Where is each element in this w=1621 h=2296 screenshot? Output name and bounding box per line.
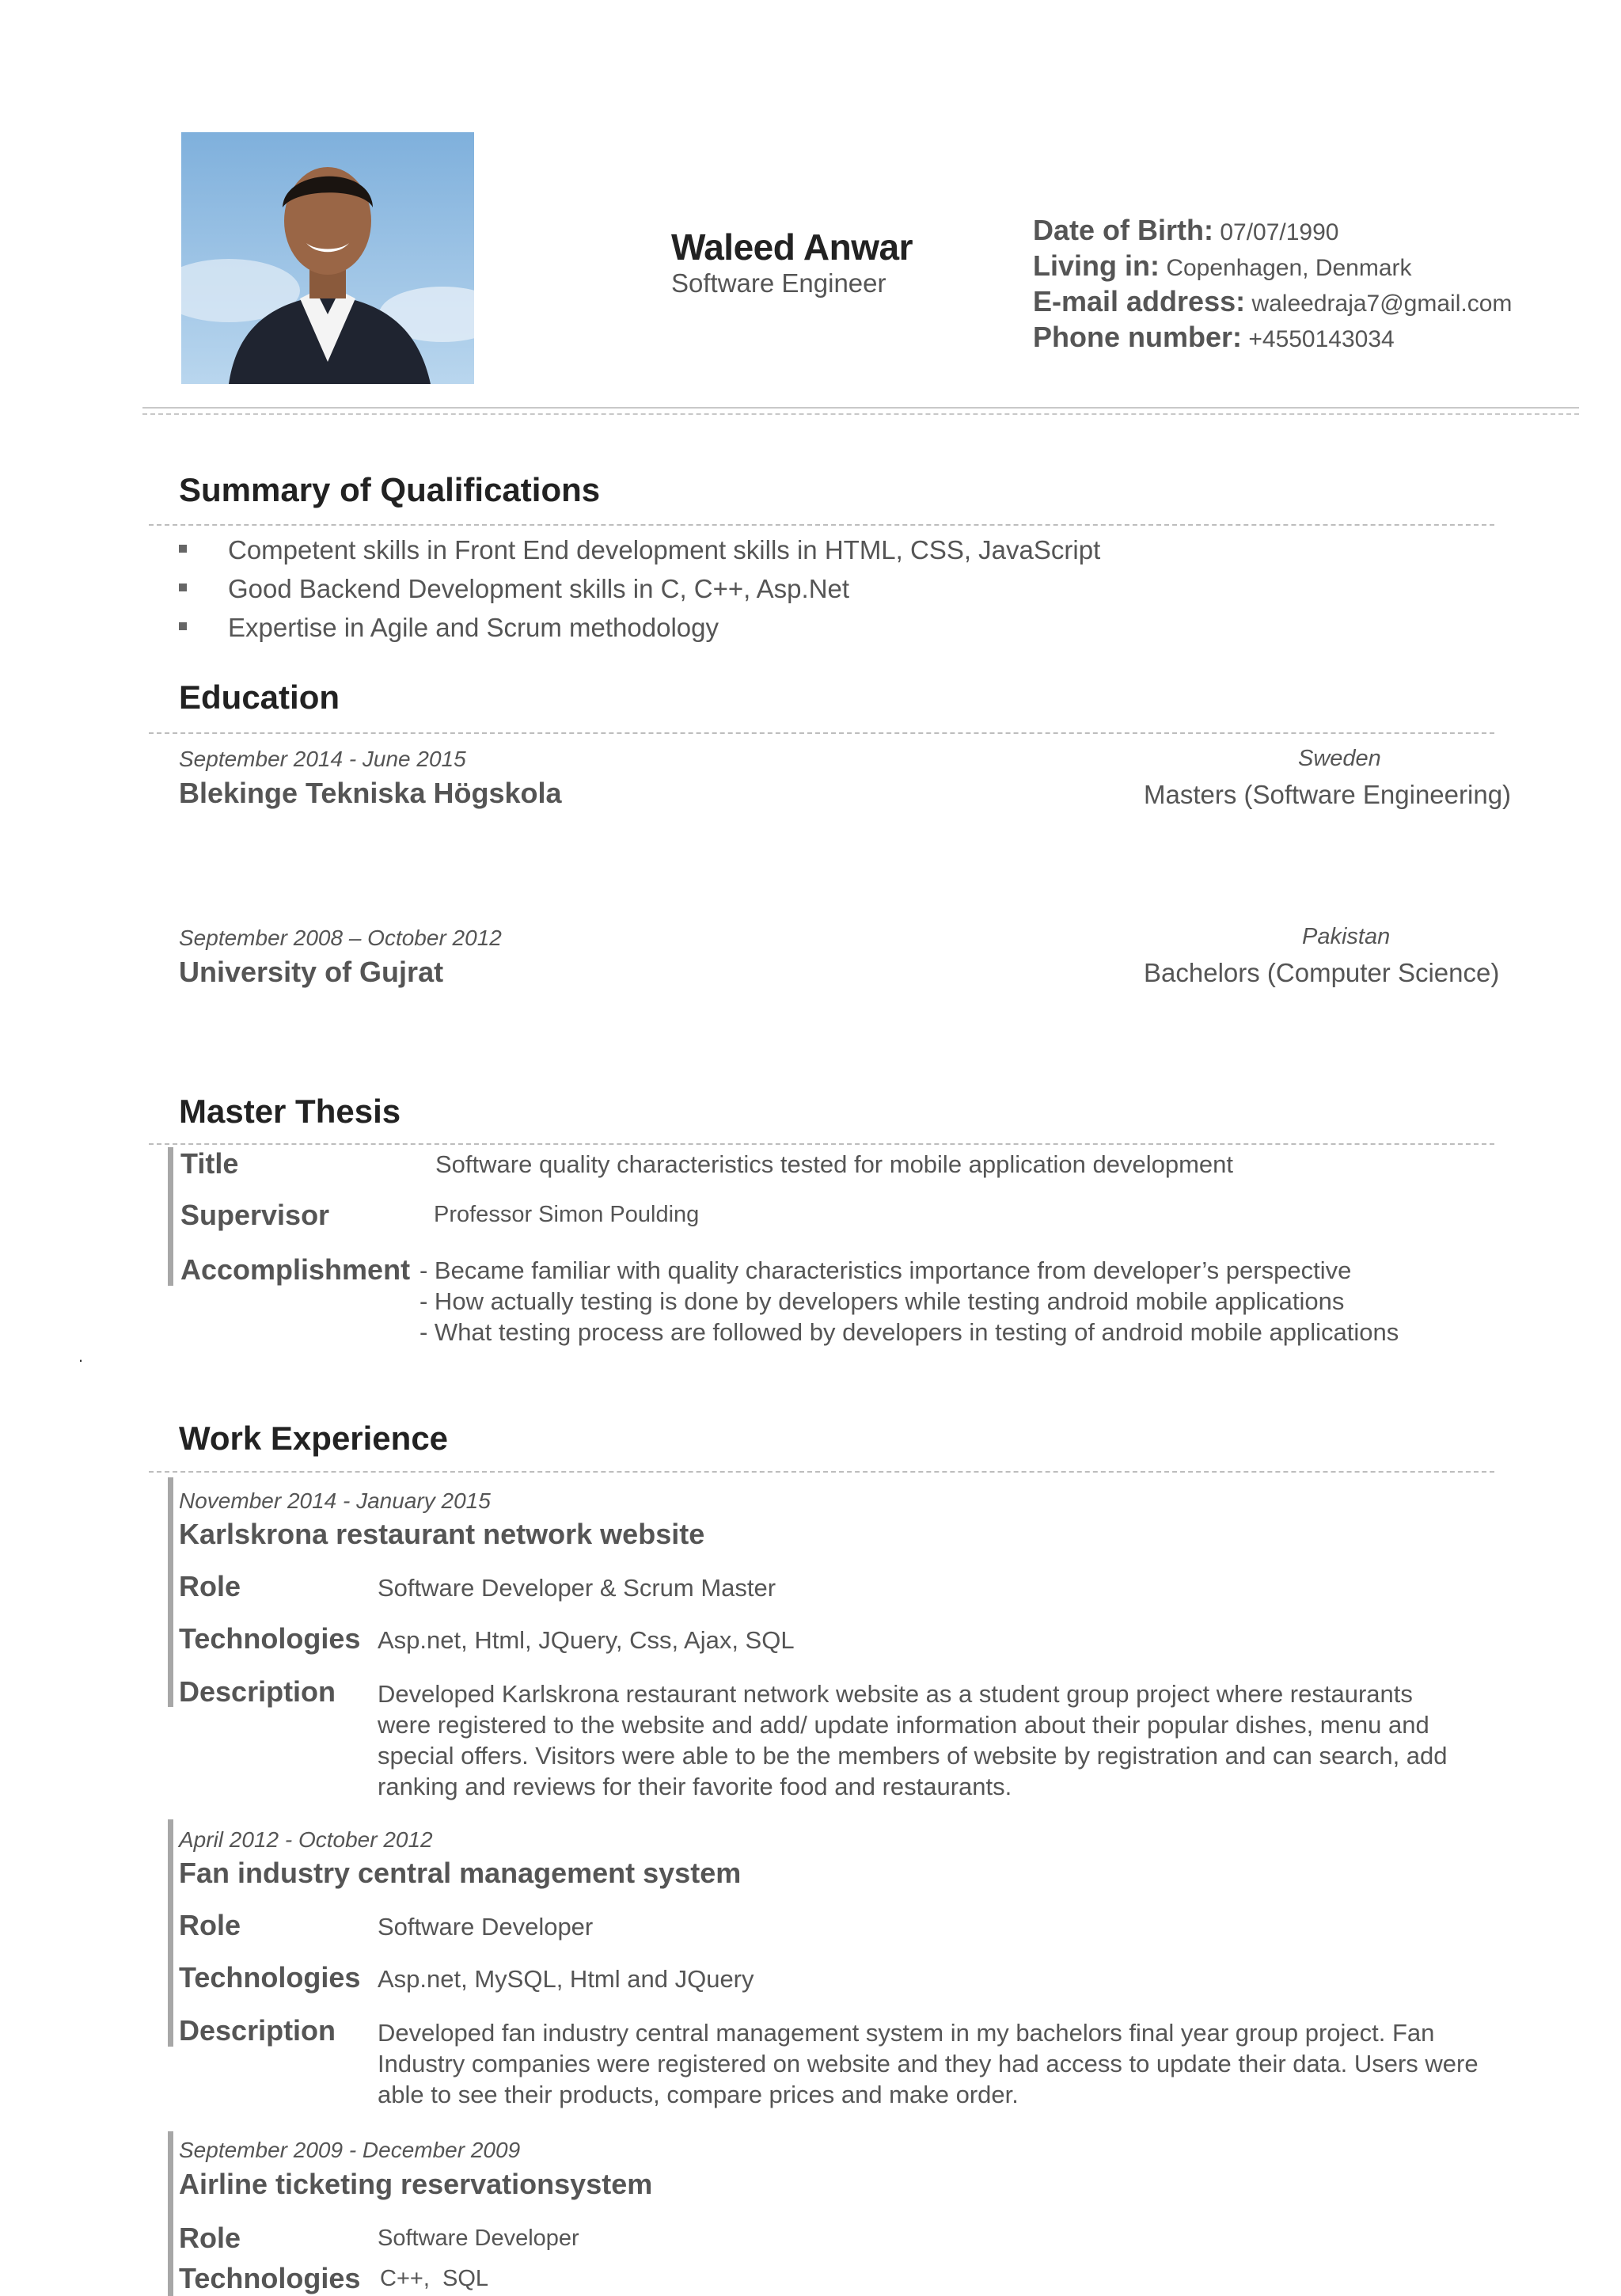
job-role-label: Role [179, 1909, 241, 1941]
section-heading-education: Education [179, 679, 340, 716]
job-title: Karlskrona restaurant network website [179, 1518, 705, 1550]
job-dates: April 2012 - October 2012 [179, 1827, 433, 1852]
contact-row-phone [1033, 321, 1512, 356]
list-item [179, 608, 1100, 647]
job-accent-bar [168, 1477, 173, 1707]
contact-value: Copenhagen, Denmark [1166, 255, 1412, 281]
contact-row-email [1033, 285, 1512, 321]
section-heading-work: Work Experience [179, 1420, 449, 1457]
thesis-accomplishment-label: Accomplishment [180, 1253, 411, 1286]
stray-mark: . [78, 1346, 84, 1366]
thesis-accomplishments [419, 1255, 1399, 1348]
job-role: Software Developer [378, 1913, 594, 1941]
job-technologies: C++, SQL [380, 2266, 489, 2291]
job-role-label: Role [179, 2222, 241, 2254]
education-dates: September 2014 - June 2015 [179, 747, 466, 771]
education-dates: September 2008 – October 2012 [179, 926, 502, 950]
job-technologies-label: Technologies [179, 2262, 361, 2294]
accomplishment-line: - How actually testing is done by developers while testing android mobile applications [419, 1287, 1345, 1315]
bullet-icon [179, 584, 187, 591]
list-item-text: Competent skills in Front End development skills in HTML, CSS, JavaScript [228, 535, 1101, 564]
job-accent-bar [168, 2131, 173, 2296]
contact-label: E-mail address: [1033, 285, 1246, 317]
job-description [378, 2017, 1479, 2110]
description-line: able to see their products, compare prices and make order. [378, 2081, 1019, 2108]
list-item [179, 530, 1100, 569]
education-degree: Bachelors (Computer Science) [1144, 958, 1500, 987]
contact-label: Phone number: [1033, 321, 1243, 353]
contact-value: +4550143034 [1248, 326, 1395, 352]
list-item-text: Expertise in Agile and Scrum methodology [228, 613, 719, 642]
description-line: Industry companies were registered on website and they had access to update their data. Users were [378, 2050, 1479, 2077]
qualifications-list [179, 530, 1100, 647]
description-line: ranking and reviews for their favorite food and restaurants. [378, 1773, 1012, 1800]
job-title: Airline ticketing reservationsystem [179, 2168, 653, 2200]
accomplishment-line: - Became familiar with quality characteristics importance from developer’s perspective [419, 1256, 1352, 1284]
contact-row-birth [1033, 214, 1512, 249]
job-technologies: Asp.net, Html, JQuery, Css, Ajax, SQL [378, 1626, 795, 1654]
thesis-title-label: Title [180, 1147, 239, 1180]
section-rule [149, 1471, 1494, 1473]
description-line: were registered to the website and add/ update information about their popular dishes, menu and [378, 1711, 1429, 1739]
section-heading-thesis: Master Thesis [179, 1093, 401, 1130]
description-line: Developed Karlskrona restaurant network website as a student group project where restaurants [378, 1680, 1413, 1708]
description-line: Developed fan industry central management system in my bachelors final year group project. Fan [378, 2019, 1435, 2047]
job-technologies: Asp.net, MySQL, Html and JQuery [378, 1965, 754, 1993]
education-country: Sweden [1298, 746, 1381, 771]
job-accent-bar [168, 1819, 173, 2047]
profession-title: Software Engineer [671, 268, 886, 298]
section-rule [149, 524, 1494, 526]
header-divider [142, 407, 1579, 409]
section-rule [149, 732, 1494, 734]
list-item-text: Good Backend Development skills in C, C++, Asp.Net [228, 574, 850, 603]
contact-row-location [1033, 249, 1512, 285]
accomplishment-line: - What testing process are followed by developers in testing of android mobile applications [419, 1318, 1399, 1346]
job-description-label: Description [179, 2014, 336, 2047]
thesis-accent-bar [168, 1147, 173, 1286]
job-dates: November 2014 - January 2015 [179, 1488, 491, 1513]
contact-value: 07/07/1990 [1220, 219, 1339, 245]
section-heading-summary: Summary of Qualifications [179, 471, 601, 508]
education-institution: Blekinge Tekniska Högskola [179, 777, 562, 809]
job-description-label: Description [179, 1675, 336, 1708]
job-role: Software Developer & Scrum Master [378, 1574, 776, 1602]
job-technologies-label: Technologies [179, 1961, 361, 1994]
bullet-icon [179, 622, 187, 630]
education-degree: Masters (Software Engineering) [1144, 780, 1512, 809]
thesis-supervisor-label: Supervisor [180, 1199, 330, 1231]
education-institution: University of Gujrat [179, 956, 444, 988]
contact-label: Living in: [1033, 249, 1160, 282]
bullet-icon [179, 545, 187, 553]
header-divider-dashed [142, 413, 1579, 415]
job-role-label: Role [179, 1570, 241, 1602]
thesis-supervisor: Professor Simon Poulding [434, 1202, 700, 1227]
job-technologies-label: Technologies [179, 1622, 361, 1655]
job-title: Fan industry central management system [179, 1857, 742, 1889]
description-line: special offers. Visitors were able to be the members of website by registration and can search, add [378, 1742, 1448, 1770]
profile-photo [181, 132, 474, 384]
contact-value: waleedraja7@gmail.com [1251, 291, 1513, 317]
section-rule [149, 1143, 1494, 1145]
education-country: Pakistan [1302, 924, 1391, 949]
contact-info [1033, 214, 1512, 356]
job-dates: September 2009 - December 2009 [179, 2138, 521, 2162]
candidate-name: Waleed Anwar [671, 226, 913, 268]
list-item [179, 569, 1100, 608]
contact-label: Date of Birth: [1033, 214, 1213, 246]
job-role: Software Developer [378, 2226, 579, 2251]
thesis-title: Software quality characteristics tested for mobile application development [435, 1150, 1234, 1178]
job-description [378, 1678, 1448, 1802]
